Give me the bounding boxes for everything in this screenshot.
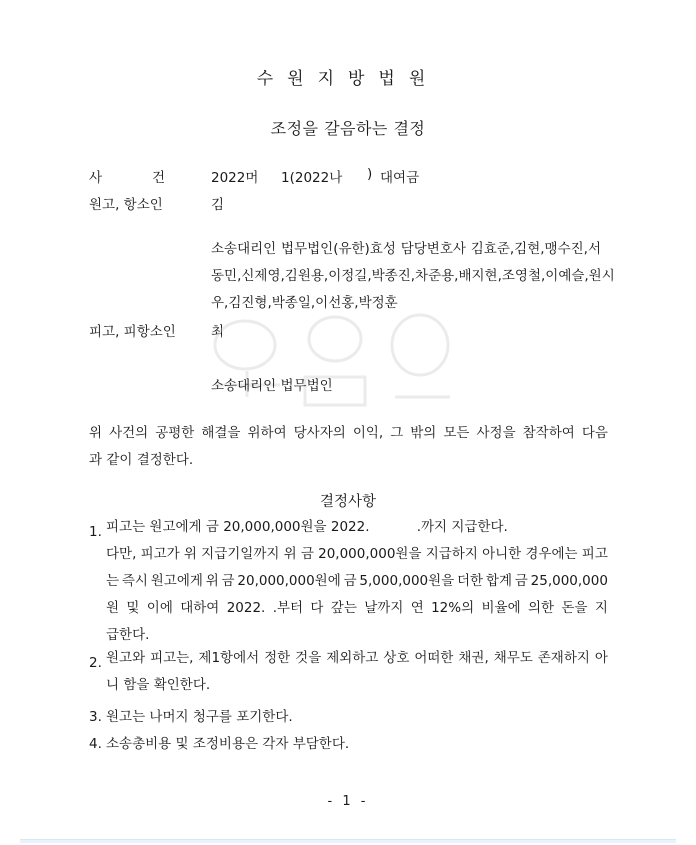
case-label [89, 166, 165, 186]
case-label-char-1: 사 [89, 170, 103, 186]
decision-heading: 결정사항 [319, 494, 377, 510]
case-ref: 1(2022나 [281, 170, 343, 186]
item-number: 2. [89, 655, 102, 671]
item-line: 다만, 피고가 위 지급기일까지 위 금 20,000,000원을 지급하지 아니한 경우에는 피고 [106, 546, 608, 562]
case-label-char-2: 건 [151, 170, 165, 186]
plaintiff-name: 김 [211, 197, 225, 213]
decision-item-1 [106, 514, 608, 649]
plaintiff-agent-line: 동민,신제영,김원용,이정길,박종진,차준용,배지현,조영철,이예슬,원시 [211, 268, 615, 284]
intro-paragraph [89, 420, 608, 474]
item-line: 는 즉시 원고에게 위 금 20,000,000원에 금 5,000,000원을 더한 합계 금 25,000,000 [106, 573, 608, 589]
item-line: 원 및 이에 대하여 2022. .부터 다 갚는 날까지 연 12%의 비율에 의한 돈을 지 [106, 600, 608, 616]
plaintiff-label: 원고, 항소인 [89, 197, 163, 213]
item-number: 1. [89, 524, 102, 540]
case-ref-close: ) [367, 166, 373, 182]
decision-item-2 [106, 645, 608, 699]
item-line: 원고는 나머지 청구를 포기한다. [106, 709, 293, 725]
item-number: 4. [89, 736, 102, 752]
item-line: 피고는 원고에게 금 20,000,000원을 2022. .까지 지급한다. [106, 519, 508, 535]
item-line: 소송총비용 및 조정비용은 각자 부담한다. [106, 736, 350, 752]
item-line: 니 함을 확인한다. [106, 677, 211, 693]
plaintiff-agent-line: 소송대리인 법무법인(유한)효성 담당변호사 김효준,김현,맹수진,서 [211, 241, 601, 257]
footer-divider [20, 839, 676, 843]
defendant-name: 최 [211, 324, 225, 340]
case-number: 2022머 [211, 170, 259, 186]
defendant-label: 피고, 피항소인 [89, 324, 176, 340]
case-name: 대여금 [380, 170, 420, 186]
court-name: 수원지방법원 [256, 69, 440, 89]
plaintiff-agent [211, 236, 615, 317]
page-number: - 1 - [327, 794, 369, 809]
intro-line: 과 같이 결정한다. [89, 452, 194, 468]
item-line: 급한다. [106, 627, 150, 643]
defendant-agent: 소송대리인 법무법인 [211, 378, 333, 394]
item-number: 3. [89, 709, 102, 725]
document-title: 조정을 갈음하는 결정 [270, 119, 426, 138]
item-line: 원고와 피고는, 제1항에서 정한 것을 제외하고 상호 어떠한 채권, 채무도 존재하지 아 [106, 650, 608, 666]
plaintiff-agent-line: 우,김진형,박종일,이선홍,박정훈 [211, 295, 398, 311]
intro-line: 위 사건의 공평한 해결을 위하여 당사자의 이익, 그 밖의 모든 사정을 참작하여 다음 [89, 425, 608, 441]
court-seal-watermark [205, 305, 465, 415]
